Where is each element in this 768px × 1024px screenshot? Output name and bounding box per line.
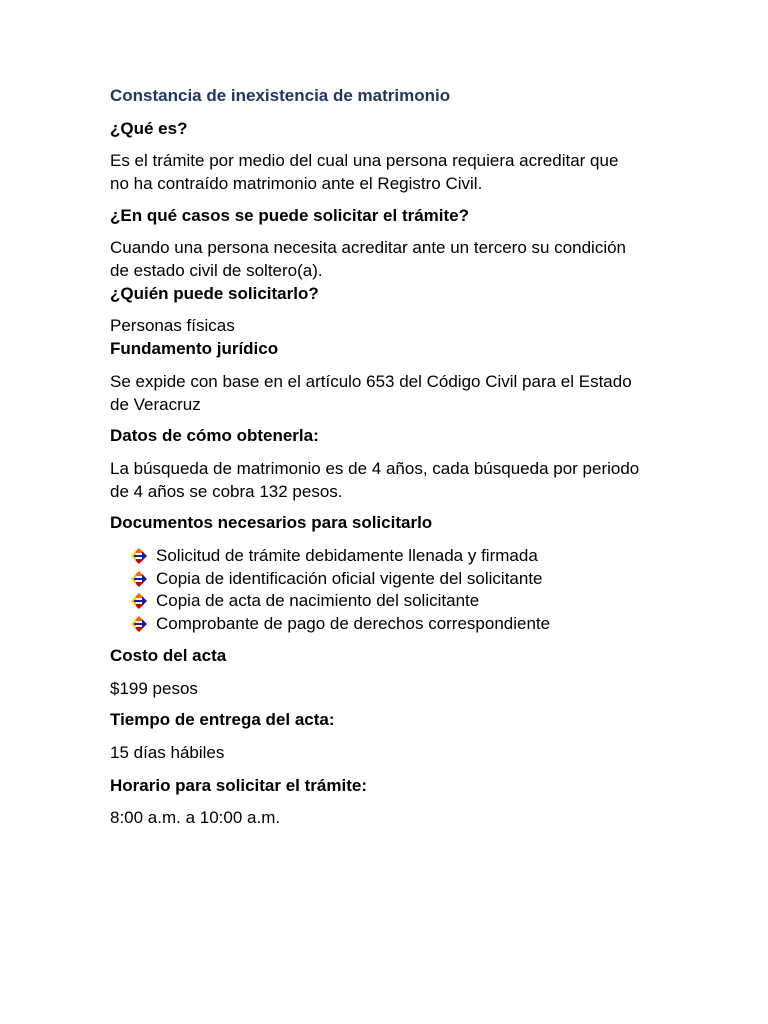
list-item-text: Comprobante de pago de derechos correspondiente: [156, 614, 551, 634]
section-heading-datos: Datos de cómo obtenerla:: [110, 426, 319, 445]
list-item-text: Copia de acta de nacimiento del solicitante: [156, 591, 480, 611]
section-text-line: La búsqueda de matrimonio es de 4 años, cada búsqueda por periodo: [110, 459, 640, 478]
section-text-line: de Veracruz: [110, 395, 201, 414]
section-heading-costo: Costo del acta: [110, 646, 227, 665]
required-documents-list: [130, 545, 550, 635]
section-text-line: de estado civil de soltero(a).: [110, 261, 323, 280]
section-text-line: Personas físicas: [110, 316, 235, 335]
list-item: [130, 613, 550, 636]
section-text-line: Es el trámite por medio del cual una persona requiera acreditar que: [110, 151, 619, 170]
colored-arrow-bullet-icon: [130, 592, 148, 610]
section-text-line: Se expide con base en el artículo 653 del Código Civil para el Estado: [110, 372, 632, 391]
section-heading-que-es: ¿Qué es?: [110, 119, 188, 138]
section-text-line: Cuando una persona necesita acreditar ante un tercero su condición: [110, 238, 627, 257]
section-heading-casos: ¿En qué casos se puede solicitar el trámite?: [110, 206, 470, 225]
section-heading-tiempo: Tiempo de entrega del acta:: [110, 710, 335, 729]
section-heading-quien: ¿Quién puede solicitarlo?: [110, 284, 319, 303]
document-title: Constancia de inexistencia de matrimonio: [110, 86, 451, 105]
colored-arrow-bullet-icon: [130, 570, 148, 588]
list-item: [130, 568, 550, 591]
list-item-text: Solicitud de trámite debidamente llenada y firmada: [156, 546, 538, 566]
colored-arrow-bullet-icon: [130, 615, 148, 633]
section-text-line: $199 pesos: [110, 679, 198, 698]
section-text-line: 8:00 a.m. a 10:00 a.m.: [110, 808, 281, 827]
section-text-line: no ha contraído matrimonio ante el Registro Civil.: [110, 174, 483, 193]
list-item: [130, 545, 550, 568]
section-text-line: 15 días hábiles: [110, 743, 225, 762]
list-item: [130, 590, 550, 613]
section-heading-horario: Horario para solicitar el trámite:: [110, 776, 367, 795]
colored-arrow-bullet-icon: [130, 547, 148, 565]
section-heading-documentos: Documentos necesarios para solicitarlo: [110, 513, 433, 532]
section-heading-fundamento: Fundamento jurídico: [110, 339, 279, 358]
list-item-text: Copia de identificación oficial vigente del solicitante: [156, 568, 543, 588]
section-text-line: de 4 años se cobra 132 pesos.: [110, 482, 343, 501]
